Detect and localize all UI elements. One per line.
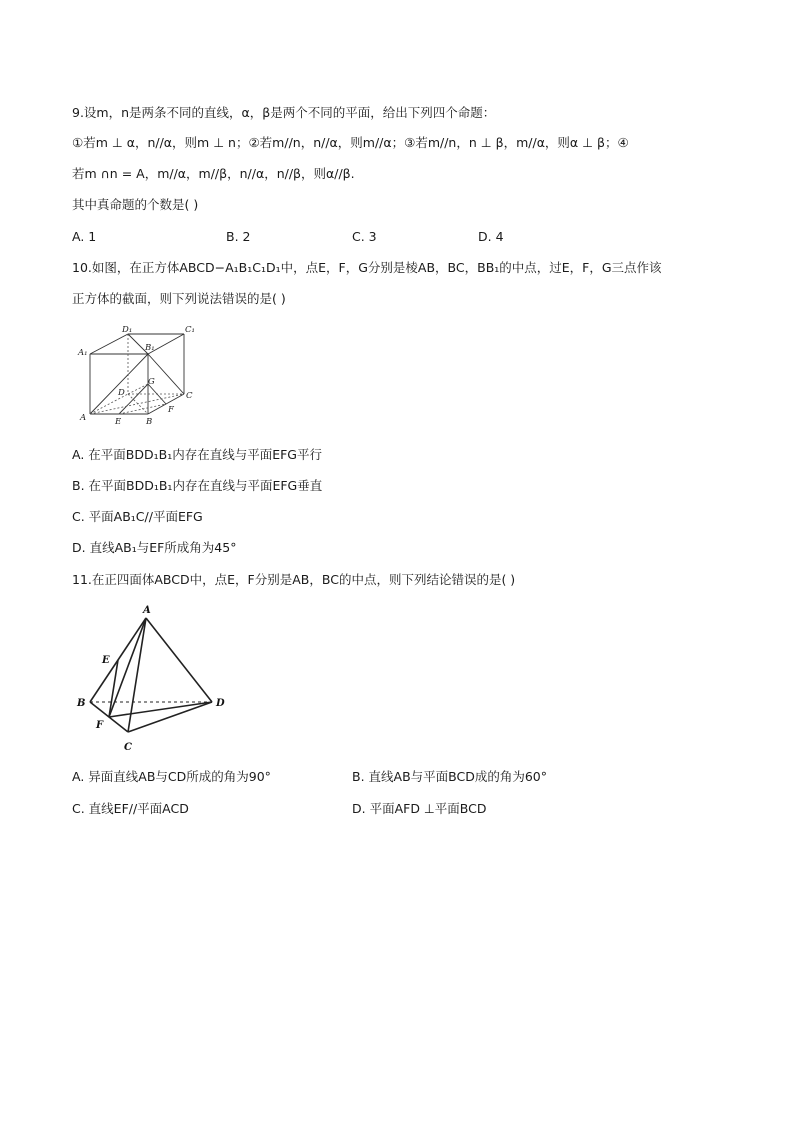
- q11-tetrahedron-figure: [72, 600, 232, 756]
- label-D1: D₁: [122, 325, 133, 335]
- q9-propositions-line-2: 若m ∩n = A，m//α，m//β，n//α，n//β，则α//β.: [72, 166, 355, 181]
- label-B: B: [146, 417, 153, 427]
- q10-option-c: C. 平面AB₁C//平面EFG: [72, 509, 203, 524]
- q9-stem: 9.设m，n是两条不同的直线，α，β是两个不同的平面，给出下列四个命题：: [72, 105, 496, 120]
- q9-option-c: C. 3: [352, 229, 377, 244]
- label-A: A: [143, 605, 151, 616]
- label-E: E: [102, 655, 110, 666]
- q11-option-a: A. 异面直线AB与CD所成的角为90°: [72, 769, 271, 784]
- label-E: E: [115, 417, 122, 427]
- q10-option-b: B. 在平面BDD₁B₁内存在直线与平面EFG垂直: [72, 478, 323, 493]
- q10-stem-line-2: 正方体的截面，则下列说法错误的是( ): [72, 291, 286, 306]
- q9-option-d: D. 4: [478, 229, 504, 244]
- q9-option-b: B. 2: [226, 229, 251, 244]
- label-G: G: [148, 377, 155, 387]
- label-C: C: [186, 391, 193, 401]
- q10-option-a: A. 在平面BDD₁B₁内存在直线与平面EFG平行: [72, 447, 322, 462]
- q10-stem-line-1: 10.如图，在正方体ABCD−A₁B₁C₁D₁中，点E，F，G分别是棱AB，BC，BB₁的中点，过E，F，G三点作该: [72, 260, 662, 275]
- label-C: C: [124, 742, 132, 753]
- label-A: A: [80, 413, 87, 423]
- q9-question: 其中真命题的个数是( ): [72, 197, 199, 212]
- q11-option-b: B. 直线AB与平面BCD成的角为60°: [352, 769, 548, 784]
- q11-option-d: D. 平面AFD ⊥平面BCD: [352, 801, 487, 816]
- label-F: F: [168, 405, 174, 415]
- label-C1: C₁: [185, 325, 195, 335]
- q10-option-d: D. 直线AB₁与EF所成角为45°: [72, 540, 237, 555]
- label-D: D: [118, 388, 125, 398]
- q11-option-c: C. 直线EF//平面ACD: [72, 801, 189, 816]
- label-B: B: [77, 698, 86, 709]
- q9-propositions-line-1: ①若m ⊥ α，n//α，则m ⊥ n；②若m//n，n//α，则m//α；③若m//n，n ⊥ β，m//α，则α ⊥ β；④: [72, 135, 629, 150]
- q11-stem: 11.在正四面体ABCD中，点E，F分别是AB，BC的中点，则下列结论错误的是( ): [72, 572, 516, 587]
- label-B1: B₁: [145, 343, 155, 353]
- label-A1: A₁: [78, 348, 88, 358]
- label-D: D: [216, 698, 225, 709]
- q10-cube-figure: [72, 322, 200, 430]
- label-F: F: [96, 720, 104, 731]
- q9-option-a: A. 1: [72, 229, 97, 244]
